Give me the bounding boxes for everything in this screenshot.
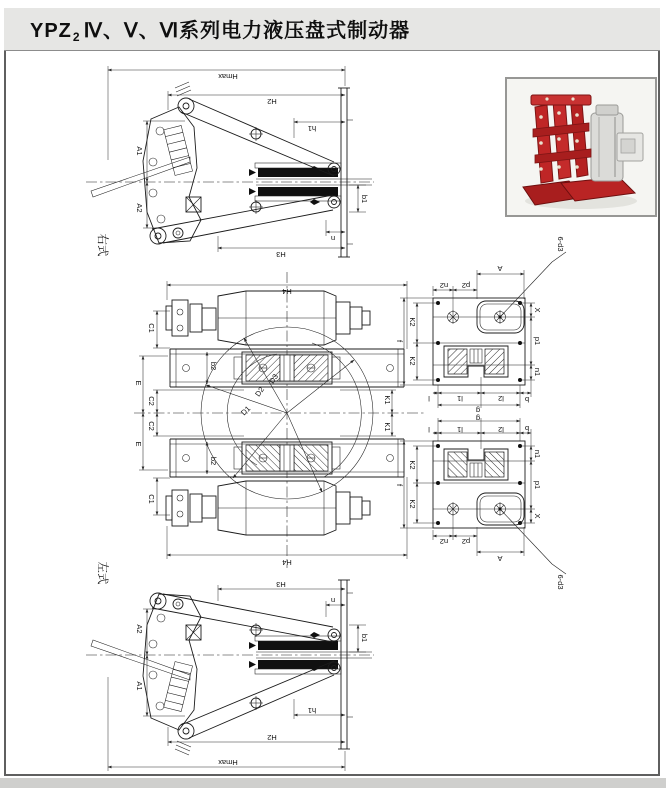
dim-label-b1: b1 <box>360 194 370 204</box>
dim-label-n2-top: n2 <box>439 281 449 291</box>
dim-label-hmax-2: Hmax <box>218 758 238 768</box>
dim-label-a2-2: A2 <box>135 624 145 634</box>
dim-label-l1-top: l1 <box>457 394 463 404</box>
dim-label-k2-top-1: K2 <box>408 317 418 327</box>
plan-view-lower-assembly <box>166 439 404 535</box>
dim-label-a-cap-bottom: A <box>497 554 503 564</box>
dim-label-k2-bottom-1: K2 <box>408 499 418 509</box>
dim-label-k1-bottom: K1 <box>383 422 393 432</box>
dim-label-d2: D2 <box>253 385 267 399</box>
dim-label-d1: D1 <box>239 404 253 418</box>
callout-label-6-d3-bottom: 6-d3 <box>556 574 566 590</box>
title-series: Ⅳ、Ⅴ、Ⅵ系列电力液压盘式制动器 <box>83 20 411 42</box>
title-model: YPZ <box>30 20 72 42</box>
dim-label-c2-bottom: C2 <box>147 421 157 431</box>
base-view-top <box>400 252 566 408</box>
dim-label-n2-bottom: n2 <box>439 537 449 547</box>
dim-label-hmax: Hmax <box>218 72 238 82</box>
dim-label-h3-2: H3 <box>276 580 286 590</box>
footer-strip <box>0 778 666 788</box>
title-model-subscript: 2 <box>72 30 81 44</box>
dim-label-h4-bottom: H4 <box>282 558 292 568</box>
dim-label-p2-bottom: p2 <box>461 537 471 547</box>
dim-label-l1-bottom: l1 <box>457 425 463 435</box>
dim-label-a1-2: A1 <box>135 681 145 691</box>
dim-label-l-top: l <box>428 394 430 404</box>
dim-label-k2-bottom-2: K2 <box>408 460 418 470</box>
side-view-right <box>86 66 374 260</box>
dim-label-g-bottom: g <box>475 414 481 424</box>
base-view-bottom <box>400 418 566 574</box>
dim-label-n-2: n <box>330 596 336 606</box>
dim-label-h1: h1 <box>307 124 317 134</box>
dim-label-p1-bottom: p1 <box>533 480 543 490</box>
dim-label-n: n <box>330 234 336 244</box>
callout-label-6-d3-top: 6-d3 <box>556 236 566 252</box>
dim-label-l-bottom: l <box>428 425 430 435</box>
dim-label-b2-top: b2 <box>209 361 219 371</box>
dim-label-h2: H2 <box>267 97 277 107</box>
plan-view-upper-assembly <box>166 291 404 387</box>
dim-label-h3: H3 <box>276 250 286 260</box>
dim-label-e-bottom: E <box>134 441 144 447</box>
dim-label-e-top: E <box>134 380 144 386</box>
dim-label-a-cap-top: A <box>497 264 503 274</box>
dim-label-g-top: g <box>475 406 481 416</box>
dim-label-d3: D3 <box>267 372 281 386</box>
dim-label-a2: A2 <box>135 203 145 213</box>
dim-label-p2-top: p2 <box>461 281 471 291</box>
dim-label-c1-bottom: C1 <box>147 494 157 504</box>
dim-label-h2-2: H2 <box>267 733 277 743</box>
dim-label-c1-top: C1 <box>147 323 157 333</box>
dim-label-b-bottom: b <box>524 424 530 434</box>
dim-label-b2-bottom: b2 <box>209 456 219 466</box>
plan-view <box>134 272 424 568</box>
dim-label-l2-bottom: l2 <box>498 425 504 435</box>
dim-label-f-top: f <box>395 339 405 343</box>
dim-label-l2-top: l2 <box>498 394 504 404</box>
dim-label-b-top: b <box>524 395 530 405</box>
dim-label-h4-top: H4 <box>282 287 292 297</box>
dim-label-p1-top: p1 <box>533 336 543 346</box>
dim-label-x-bottom: X <box>533 513 543 519</box>
dim-label-b1-2: b1 <box>360 633 370 643</box>
dim-label-f-bottom: f <box>395 483 405 487</box>
side-view-left <box>86 580 374 771</box>
dim-label-k1-top: K1 <box>383 395 393 405</box>
dim-label-c2-top: C2 <box>147 396 157 406</box>
dim-label-h1-2: h1 <box>307 706 317 716</box>
photo-brake-illustration <box>507 79 655 215</box>
view-label-left-type: 左式 <box>95 561 108 585</box>
product-photo <box>505 77 657 217</box>
dim-label-k2-top-2: K2 <box>408 356 418 366</box>
dim-label-x-top: X <box>533 307 543 313</box>
dim-label-n1-bottom: n1 <box>533 449 543 459</box>
dim-label-a1: A1 <box>135 146 145 156</box>
view-label-right-type: 右式 <box>95 233 108 257</box>
dim-label-n1-top: n1 <box>533 367 543 377</box>
